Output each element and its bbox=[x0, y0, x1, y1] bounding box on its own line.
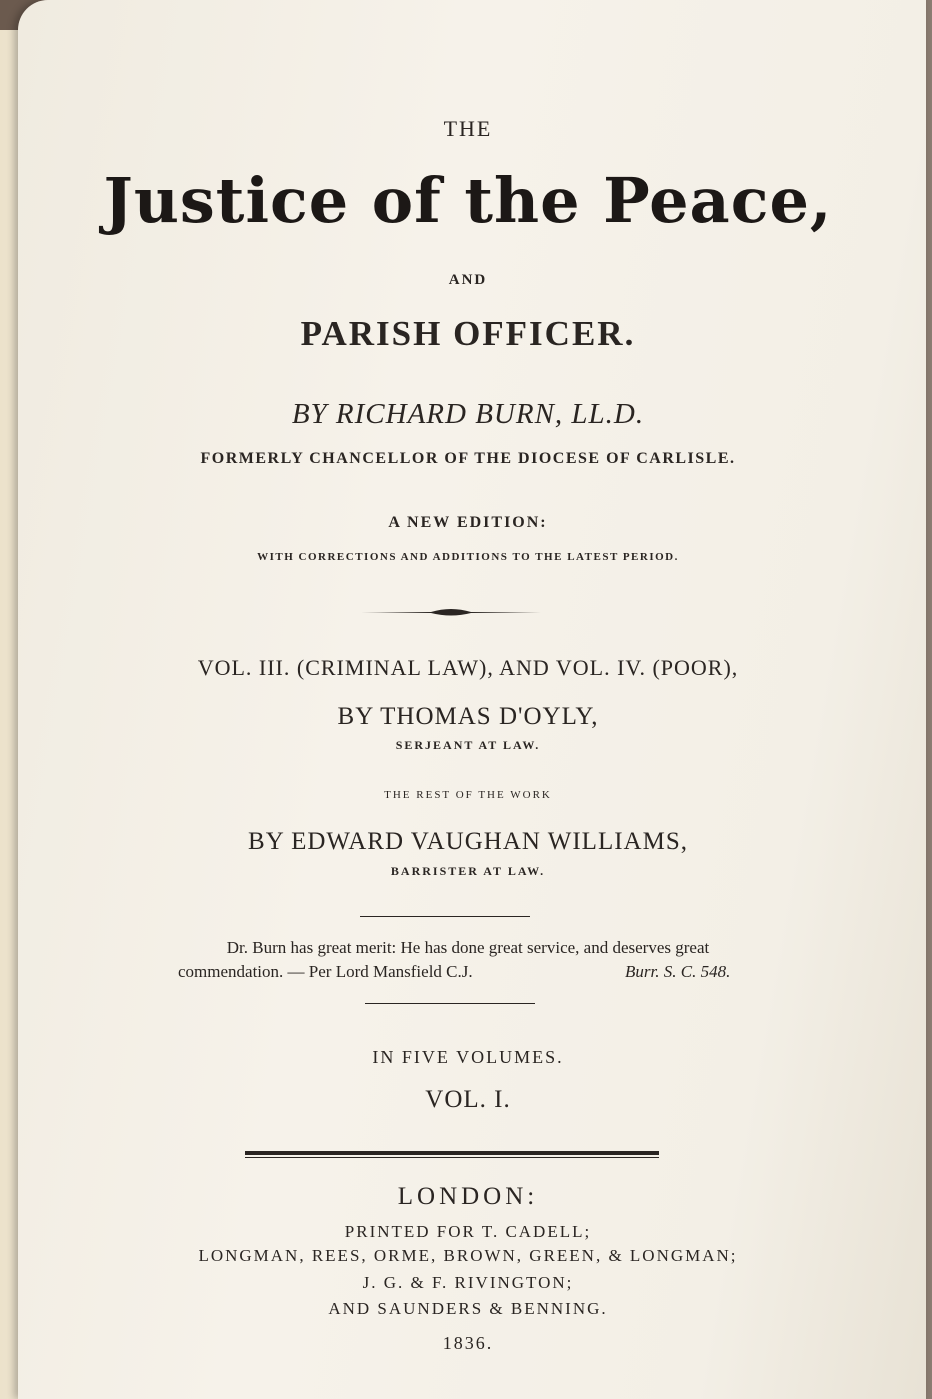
edition-line: A NEW EDITION: bbox=[388, 514, 548, 531]
imprint-publishers: LONGMAN, REES, ORME, BROWN, GREEN, & LONGMAN; bbox=[198, 1246, 738, 1265]
ornament-divider bbox=[361, 605, 541, 619]
title-page bbox=[18, 0, 926, 1399]
epigraph-text: commendation. — Per Lord Mansfield C.J. bbox=[178, 962, 473, 981]
epigraph-line-1: Dr. Burn has great merit: He has done great service, and deserves great bbox=[226, 938, 710, 957]
rest-of-work-line: THE REST OF THE WORK bbox=[384, 789, 552, 801]
editor-williams-title: BARRISTER AT LAW. bbox=[390, 864, 546, 878]
title-the: THE bbox=[443, 116, 493, 141]
corrections-line: WITH CORRECTIONS AND ADDITIONS TO THE LATEST PERIOD. bbox=[257, 551, 679, 563]
thin-rule bbox=[245, 1157, 659, 1158]
publication-year: 1836. bbox=[442, 1333, 494, 1353]
volume-number: VOL. I. bbox=[425, 1086, 511, 1113]
author-line: BY RICHARD BURN, LL.D. bbox=[291, 398, 645, 430]
imprint-rivington: J. G. & F. RIVINGTON; bbox=[362, 1273, 574, 1292]
editor-doyly-title: SERJEANT AT LAW. bbox=[395, 738, 541, 752]
editor-williams: BY EDWARD VAUGHAN WILLIAMS, bbox=[248, 828, 688, 855]
thick-rule bbox=[245, 1151, 659, 1155]
imprint-printer: PRINTED FOR T. CADELL; bbox=[344, 1222, 592, 1241]
subtitle-parish-officer: PARISH OFFICER. bbox=[300, 314, 636, 353]
epigraph-line-2 bbox=[178, 962, 731, 982]
volume-note: VOL. III. (CRIMINAL LAW), AND VOL. IV. (POOR), bbox=[197, 655, 739, 680]
epigraph-reference: Burr. S. C. 548. bbox=[625, 962, 731, 981]
author-description: FORMERLY CHANCELLOR OF THE DIOCESE OF CARLISLE. bbox=[200, 450, 736, 467]
rule-divider bbox=[365, 1003, 535, 1004]
imprint-saunders: AND SAUNDERS & BENNING. bbox=[328, 1299, 608, 1318]
editor-doyly: BY THOMAS D'OYLY, bbox=[337, 703, 599, 730]
rule-divider bbox=[360, 916, 530, 917]
book-title: Justice of the Peace, bbox=[103, 164, 833, 237]
title-and: AND bbox=[448, 272, 488, 288]
volumes-line: IN FIVE VOLUMES. bbox=[372, 1047, 564, 1067]
imprint-place: LONDON: bbox=[397, 1183, 539, 1210]
